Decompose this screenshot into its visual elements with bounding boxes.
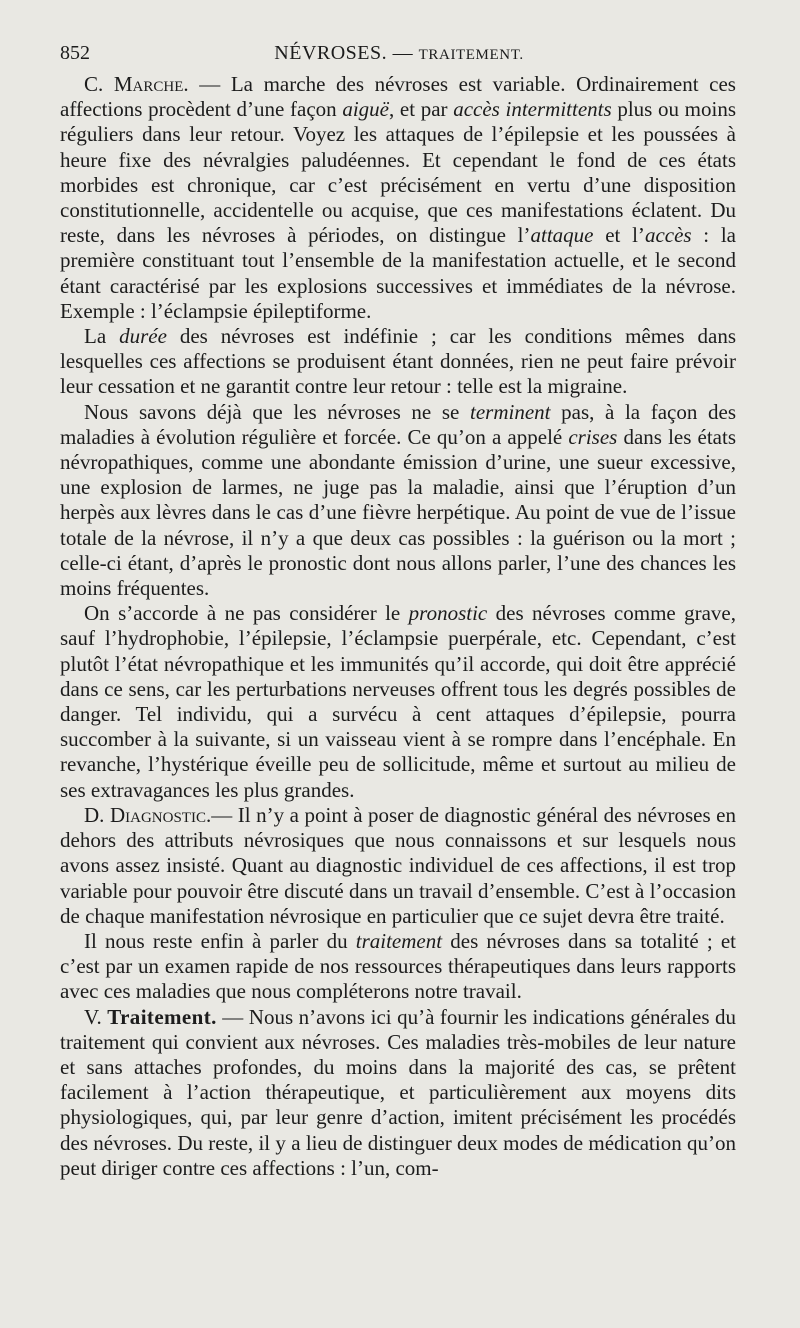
paragraph-traitement <box>60 1005 736 1181</box>
text-run: — Nous n’avons ici qu’à fournir les indications générales du traitement qui convient aux névroses. Ces maladies très-mobiles de leur nature et sans attaches profondes, du moins dans la majorité des cas, se prêtent facilement à l’action thérapeutique, et particulièrement aux moyens dits physiologiques, qui, par leur genre d’action, imitent précisément les procédés des névroses. Du reste, il y a lieu de distinguer deux modes de médication qu’on peut diriger contre ces affections : l’un, com- <box>60 1004 736 1180</box>
text-run: des névroses dans sa totalité ; et c’est par un examen rapide de nos ressources thérapeutiques dans leurs rapports avec ces maladies que nous compléterons notre travail. <box>60 928 737 1004</box>
italic-text: terminent <box>470 399 551 424</box>
paragraph-diagnostic <box>60 803 736 929</box>
paragraph-marche <box>60 72 736 324</box>
text-run: , et par <box>388 97 454 122</box>
italic-text: crises <box>568 424 618 449</box>
section-heading: D. Diagnostic. <box>84 802 212 827</box>
page-body <box>60 72 736 1181</box>
italic-text: pronostic <box>408 601 488 626</box>
paragraph-pronostic <box>60 601 736 803</box>
page-number: 852 <box>60 42 90 64</box>
text-run: On s’accorde à ne pas considérer le <box>84 601 409 626</box>
italic-text: accès <box>644 223 692 248</box>
text-run: La <box>84 324 120 349</box>
text-run: pas, à la façon des maladies à évolution régulière et forcée. Ce qu’on a appelé <box>60 399 736 449</box>
italic-text: accès intermittents <box>453 97 612 122</box>
running-title-sub: TRAITEMENT. <box>418 47 524 63</box>
running-title-main: NÉVROSES. <box>274 42 388 64</box>
text-run: : la première constituant tout l’ensemble de la manifestation actuelle, et le second étant caractérisé par les explosions successives et immédiates de la névrose. Exemple : l’éclampsie épileptiforme. <box>60 223 737 323</box>
text-run: V. <box>84 1004 108 1029</box>
text-run: Nous savons déjà que les névroses ne se <box>84 399 470 424</box>
italic-text: traitement <box>355 928 443 953</box>
paragraph-duree <box>60 324 736 400</box>
text-run: — Il n’y a point à poser de diagnostic général des névroses en dehors des attributs névrosiques que nous connaissons et sur lesquels nous avons assez insisté. Quant au diagnostic individuel de ces affections, il est trop variable pour pouvoir être discuté dans un travail d’ensemble. C’est à l’occasion de chaque manifestation névrosique en particulier que ce sujet devra être traité. <box>60 802 736 928</box>
text-run: et l’ <box>593 223 645 248</box>
text-run: plus ou moins réguliers dans leur retour. Voyez les attaques de l’épilepsie et les poussées à heure fixe des névralgies paludéennes. Et cependant le fond de ces états morbides est chronique, car c’est précisément en vertu d’une disposition constitutionnelle, accidentelle ou acquise, que ces manifestations éclatent. Du reste, dans les névroses à périodes, on distingue l’ <box>60 97 736 248</box>
running-title-separator: — <box>387 42 419 64</box>
paragraph-reste <box>60 929 736 1005</box>
section-heading: Traitement. <box>107 1004 217 1029</box>
text-run: dans les états névropathiques, comme une abondante émission d’urine, une sueur excessive, une explosion de larmes, ne juge pas la maladie, ainsi que l’éruption d’un herpès aux lèvres dans le cas d’une fièvre herpétique. Au point de vue de l’issue totale de la névrose, il n’y a que deux cas possibles : la guérison ou la mort ; celle-ci étant, d’après le pronostic dont nous allons parler, l’une des chances les moins fréquentes. <box>60 424 736 601</box>
paragraph-terminaison <box>60 400 736 602</box>
italic-text: attaque <box>530 223 594 248</box>
text-run: — La marche des névroses est variable. Ordinairement ces affections procèdent d’une façon <box>60 72 736 122</box>
section-heading: C. Marche. <box>84 72 189 96</box>
italic-text: aiguë <box>342 97 389 122</box>
text-run: des névroses comme grave, sauf l’hydrophobie, l’épilepsie, l’éclampsie puerpérale, etc. Cependant, c’est plutôt l’état névropathique et les immunités qu’il accorde, qui doit être apprécié dans ce sens, car les perturbations nerveuses offrent tous les degrés possibles de danger. Tel individu, qui a survécu à cent attaques d’épilepsie, pourra succomber à la suivante, si un vaisseau vient à se rompre dans l’encéphale. En revanche, l’hystérique éveille peu de sollicitude, même et surtout au milieu de ses extravagances les plus grandes. <box>60 601 737 802</box>
text-run: des névroses est indéfinie ; car les conditions mêmes dans lesquelles ces affections se produisent étant données, rien ne peut faire prévoir leur cessation et ne garantit contre leur retour : telle est la migraine. <box>60 324 736 399</box>
running-title <box>60 42 738 65</box>
text-run: Il nous reste enfin à parler du <box>84 928 356 953</box>
page-header <box>60 42 738 72</box>
italic-text: durée <box>119 324 167 349</box>
